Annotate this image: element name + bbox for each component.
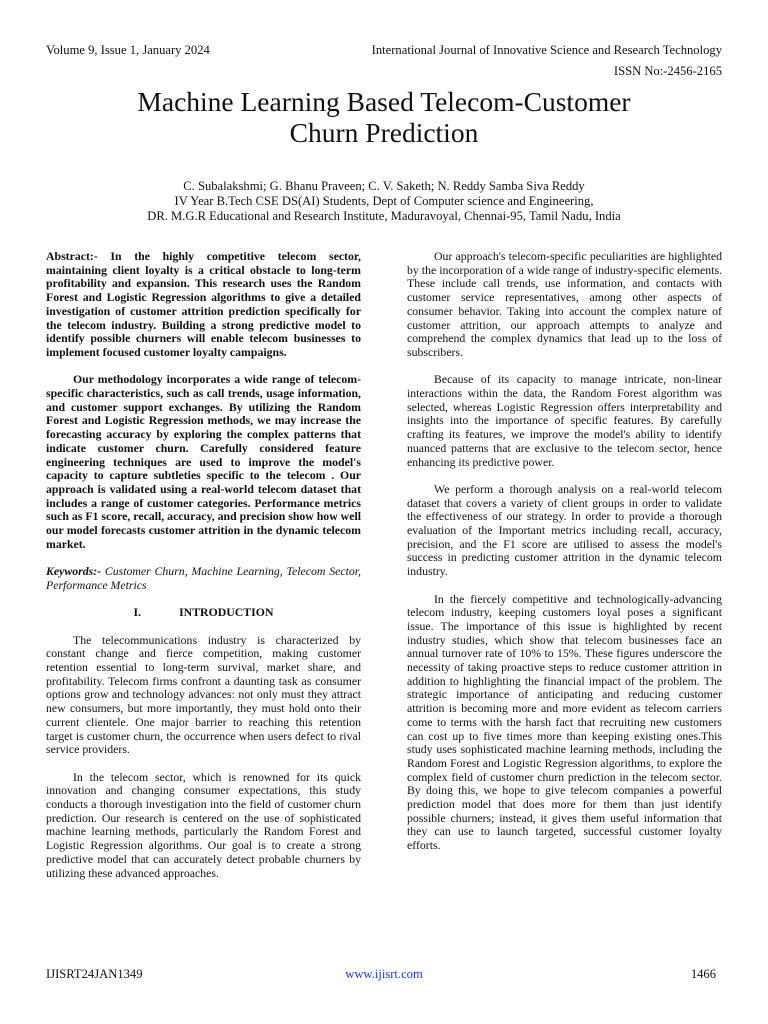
section-title: INTRODUCTION (179, 605, 274, 620)
section-heading-introduction (46, 606, 361, 620)
affiliation-line-1: IV Year B.Tech CSE DS(AI) Students, Dept of Computer science and Engineering, (174, 193, 594, 208)
intro-paragraph-2: In the telecom sector, which is renowned for its quick innovation and changing consumer expectations, this study conducts a thorough investigation into the field of customer churn prediction. Our research is centered on the use of sophisticated machine learning methods, particularly the Random Forest and Logistic Regression algorithms. Our goal is to create a strong predictive model that can accurately detect probable churners by utilizing these advanced approaches. (46, 769, 361, 880)
body-paragraph-1: Our approach's telecom-specific peculiarities are highlighted by the incorporation of a wide range of industry-specific elements. These include call trends, use information, and contacts with customer service representatives, among other aspects of consumer behavior. Taking into account the complex nature of customer attrition, our approach attempts to analyze and comprehend the complex dynamics that lead up to the loss of subscribers. (407, 249, 722, 359)
header-issn: ISSN No:-2456-2165 (613, 64, 722, 78)
footer-website-wrap (0, 967, 768, 982)
right-column (407, 250, 722, 867)
keywords-text: Customer Churn, Machine Learning, Telecom Sector, Performance Metrics (46, 564, 361, 592)
section-number: I. (133, 605, 142, 620)
body-paragraph-2: Because of its capacity to manage intricate, non-linear interactions within the data, the Random Forest algorithm was selected, whereas Logistic Regression offers interpretability and insights into the importance of specific features. By carefully crafting its features, we improve the model's ability to identify nuanced patterns that are exclusive to the telecom sector, hence enhancing its predictive power. (407, 372, 722, 469)
abstract-paragraph: Abstract:- In the highly competitive telecom sector, maintaining client loyalty is a critical obstacle to long-term profitability and expansion. This research uses the Random Forest and Logistic Regression algorithms to give a detailed investigation of customer attrition prediction specifically for the telecom industry. Building a strong predictive model to identify possible churners will enable telecom businesses to implement focused customer loyalty campaigns. (46, 249, 361, 359)
body-paragraph-4: In the fiercely competitive and technologically-advancing telecom industry, keeping customers loyal poses a significant issue. The importance of this issue is highlighted by recent industry studies, which show that telecom businesses face an annual turnover rate of 10% to 15%. These figures underscore the necessity of taking proactive steps to reduce customer attrition in addition to highlighting the financial impact of the problem. The strategic importance of anticipating and reducing customer attrition is becoming more and more evident as telecom carriers come to terms with the harsh fact that recruiting new customers can cost up to five times more than keeping existing ones.This study uses sophisticated machine learning methods, including the Random Forest and Logistic Regression algorithms, to explore the complex field of customer churn prediction in the telecom sector. By doing this, we hope to give telecom companies a powerful prediction model that does more for them than just identify possible churners; instead, it gives them useful information that they can use to launch targeted, successful customer loyalty efforts. (407, 591, 722, 853)
paper-title (60, 86, 708, 148)
intro-paragraph-1: The telecommunications industry is characterized by constant change and fierce competition, making customer retention essential to long-term survival, market share, and profitability. Telecom firms confront a daunting task as consumer options grow and technology advances: not only must they attract new consumers, but more importantly, they must hold onto their current clientele. One major barrier to reaching this retention target is customer churn, the occurrence when users defect to rival service providers. (46, 632, 361, 757)
footer-website-link[interactable]: www.ijisrt.com (345, 967, 423, 981)
left-column (46, 250, 361, 894)
header-volume: Volume 9, Issue 1, January 2024 (46, 43, 210, 57)
paper-title-line-2: Churn Prediction (289, 117, 479, 148)
header-journal: International Journal of Innovative Science and Research Technology (371, 43, 722, 57)
keywords-label: Keywords:- (46, 564, 102, 579)
paper-title-line-1: Machine Learning Based Telecom-Customer (137, 86, 631, 117)
keywords (46, 565, 361, 592)
footer-page-number: 1466 (690, 967, 716, 981)
affiliation-line-2: DR. M.G.R Educational and Research Institute, Maduravoyal, Chennai-95, Tamil Nadu, India (147, 208, 621, 223)
footer-paper-id: IJISRT24JAN1349 (46, 967, 143, 981)
author-names: C. Subalakshmi; G. Bhanu Praveen; C. V. Saketh; N. Reddy Samba Siva Reddy (183, 179, 585, 193)
body-paragraph-3: We perform a thorough analysis on a real-world telecom dataset that covers a variety of client groups in order to validate the effectiveness of our strategy. In order to provide a thorough evaluation of the Important metrics including recall, accuracy, precision, and the F1 score are utilised to assess the model's success in predicting customer attrition in the dynamic telecom industry. (407, 481, 722, 579)
abstract-paragraph-2: Our methodology incorporates a wide range of telecom-specific characteristics, such as call trends, usage information, and customer support exchanges. By utilizing the Random Forest and Logistic Regression methods, we may increase the forecasting accuracy by exploring the complex patterns that indicate customer churn. Carefully considered feature engineering techniques are used to improve the model's capacity to capture subtleties specific to the telecom . Our approach is validated using a real-world telecom dataset that includes a range of customer categories. Performance metrics such as F1 score, recall, accuracy, and precision show how well our model forecasts customer attrition in the dynamic telecom market. (46, 372, 361, 551)
author-block (60, 179, 708, 223)
